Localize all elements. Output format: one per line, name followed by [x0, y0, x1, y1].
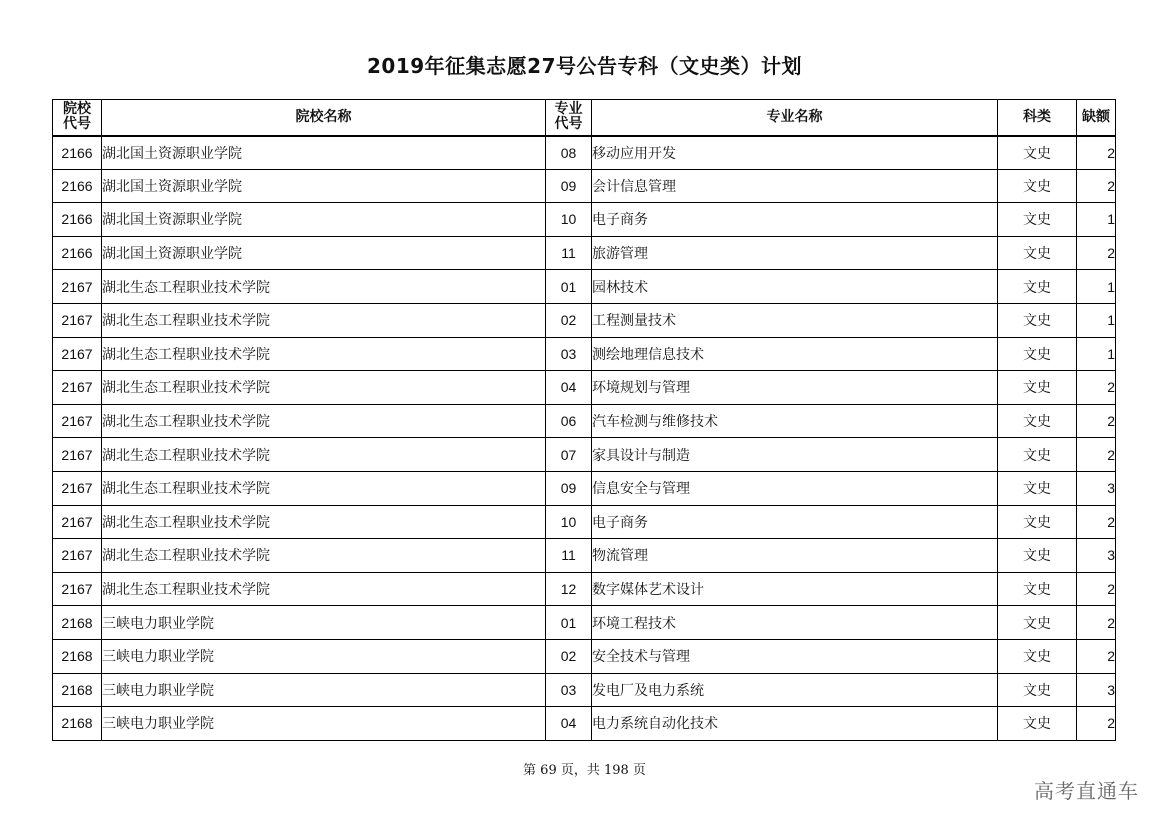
table-header-row — [53, 100, 1116, 136]
table-row — [53, 136, 1116, 170]
cell-quota: 2 — [1077, 606, 1116, 640]
cell-school-name: 湖北生态工程职业技术学院 — [102, 471, 546, 505]
cell-quota: 2 — [1077, 169, 1116, 203]
table-row — [53, 169, 1116, 203]
header-major-code: 专业 代号 — [546, 100, 592, 136]
cell-school-code: 2167 — [53, 270, 102, 304]
cell-major-name: 旅游管理 — [592, 236, 998, 270]
cell-major-code: 04 — [546, 707, 592, 741]
cell-school-code: 2166 — [53, 169, 102, 203]
cell-major-name: 工程测量技术 — [592, 303, 998, 337]
cell-major-code: 12 — [546, 572, 592, 606]
cell-category: 文史 — [998, 471, 1077, 505]
cell-major-name: 电子商务 — [592, 505, 998, 539]
table-row — [53, 337, 1116, 371]
cell-school-code: 2167 — [53, 438, 102, 472]
cell-category: 文史 — [998, 169, 1077, 203]
cell-quota: 1 — [1077, 203, 1116, 237]
header-quota: 缺额 — [1077, 100, 1116, 136]
cell-school-name: 湖北国土资源职业学院 — [102, 236, 546, 270]
cell-school-code: 2167 — [53, 337, 102, 371]
cell-school-name: 湖北国土资源职业学院 — [102, 136, 546, 170]
cell-school-name: 三峡电力职业学院 — [102, 639, 546, 673]
page-footer: 第 69 页，共 198 页 — [523, 763, 646, 778]
cell-school-name: 湖北国土资源职业学院 — [102, 203, 546, 237]
table-row — [53, 639, 1116, 673]
table-row — [53, 404, 1116, 438]
cell-school-name: 三峡电力职业学院 — [102, 606, 546, 640]
cell-quota: 2 — [1077, 639, 1116, 673]
cell-major-code: 01 — [546, 606, 592, 640]
table-row — [53, 539, 1116, 573]
cell-quota: 2 — [1077, 236, 1116, 270]
cell-category: 文史 — [998, 606, 1077, 640]
cell-major-name: 移动应用开发 — [592, 136, 998, 170]
cell-school-name: 湖北生态工程职业技术学院 — [102, 337, 546, 371]
cell-quota: 2 — [1077, 438, 1116, 472]
watermark: 高考直通车 — [1034, 779, 1139, 803]
cell-school-code: 2166 — [53, 136, 102, 170]
cell-major-name: 会计信息管理 — [592, 169, 998, 203]
cell-category: 文史 — [998, 236, 1077, 270]
page-title: 2019年征集志愿27号公告专科（文史类）计划 — [367, 54, 802, 78]
cell-school-code: 2166 — [53, 236, 102, 270]
cell-major-code: 10 — [546, 505, 592, 539]
cell-category: 文史 — [998, 639, 1077, 673]
cell-quota: 1 — [1077, 303, 1116, 337]
cell-major-code: 11 — [546, 539, 592, 573]
cell-major-code: 02 — [546, 639, 592, 673]
header-school-code: 院校 代号 — [53, 100, 102, 136]
cell-school-name: 湖北生态工程职业技术学院 — [102, 505, 546, 539]
cell-school-code: 2167 — [53, 471, 102, 505]
cell-school-name: 湖北生态工程职业技术学院 — [102, 438, 546, 472]
cell-major-code: 02 — [546, 303, 592, 337]
cell-major-name: 汽车检测与维修技术 — [592, 404, 998, 438]
cell-school-code: 2167 — [53, 572, 102, 606]
cell-major-code: 09 — [546, 169, 592, 203]
cell-school-name: 湖北生态工程职业技术学院 — [102, 572, 546, 606]
cell-major-code: 08 — [546, 136, 592, 170]
cell-school-name: 湖北国土资源职业学院 — [102, 169, 546, 203]
cell-major-code: 06 — [546, 404, 592, 438]
table-row — [53, 270, 1116, 304]
header-major-name: 专业名称 — [592, 100, 998, 136]
cell-quota: 1 — [1077, 270, 1116, 304]
cell-category: 文史 — [998, 303, 1077, 337]
cell-school-code: 2167 — [53, 505, 102, 539]
cell-quota: 2 — [1077, 371, 1116, 405]
cell-major-name: 电子商务 — [592, 203, 998, 237]
cell-category: 文史 — [998, 505, 1077, 539]
cell-quota: 1 — [1077, 337, 1116, 371]
cell-category: 文史 — [998, 539, 1077, 573]
plan-table — [52, 99, 1116, 741]
cell-school-code: 2167 — [53, 539, 102, 573]
cell-quota: 3 — [1077, 471, 1116, 505]
cell-category: 文史 — [998, 371, 1077, 405]
cell-major-code: 03 — [546, 673, 592, 707]
cell-quota: 2 — [1077, 572, 1116, 606]
table-row — [53, 203, 1116, 237]
cell-major-name: 环境规划与管理 — [592, 371, 998, 405]
cell-category: 文史 — [998, 203, 1077, 237]
cell-category: 文史 — [998, 438, 1077, 472]
cell-school-code: 2167 — [53, 371, 102, 405]
cell-major-code: 03 — [546, 337, 592, 371]
cell-major-name: 安全技术与管理 — [592, 639, 998, 673]
cell-school-name: 湖北生态工程职业技术学院 — [102, 539, 546, 573]
cell-major-code: 09 — [546, 471, 592, 505]
cell-school-code: 2166 — [53, 203, 102, 237]
cell-category: 文史 — [998, 337, 1077, 371]
cell-category: 文史 — [998, 136, 1077, 170]
table-row — [53, 572, 1116, 606]
cell-school-name: 三峡电力职业学院 — [102, 673, 546, 707]
cell-school-code: 2168 — [53, 639, 102, 673]
table-row — [53, 606, 1116, 640]
cell-major-name: 发电厂及电力系统 — [592, 673, 998, 707]
cell-school-code: 2167 — [53, 404, 102, 438]
table-row — [53, 707, 1116, 741]
cell-major-name: 物流管理 — [592, 539, 998, 573]
cell-school-name: 三峡电力职业学院 — [102, 707, 546, 741]
table-row — [53, 673, 1116, 707]
cell-major-name: 数字媒体艺术设计 — [592, 572, 998, 606]
cell-school-code: 2168 — [53, 707, 102, 741]
cell-quota: 3 — [1077, 539, 1116, 573]
cell-major-code: 04 — [546, 371, 592, 405]
cell-major-code: 10 — [546, 203, 592, 237]
cell-major-code: 01 — [546, 270, 592, 304]
cell-quota: 3 — [1077, 673, 1116, 707]
cell-school-code: 2168 — [53, 673, 102, 707]
header-school-name: 院校名称 — [102, 100, 546, 136]
cell-category: 文史 — [998, 707, 1077, 741]
cell-major-code: 11 — [546, 236, 592, 270]
table-row — [53, 471, 1116, 505]
cell-major-name: 环境工程技术 — [592, 606, 998, 640]
table-row — [53, 371, 1116, 405]
cell-major-name: 家具设计与制造 — [592, 438, 998, 472]
cell-quota: 2 — [1077, 136, 1116, 170]
cell-major-code: 07 — [546, 438, 592, 472]
cell-school-name: 湖北生态工程职业技术学院 — [102, 270, 546, 304]
cell-school-code: 2167 — [53, 303, 102, 337]
cell-category: 文史 — [998, 572, 1077, 606]
cell-school-name: 湖北生态工程职业技术学院 — [102, 371, 546, 405]
cell-category: 文史 — [998, 404, 1077, 438]
cell-major-name: 电力系统自动化技术 — [592, 707, 998, 741]
cell-quota: 2 — [1077, 707, 1116, 741]
cell-major-name: 信息安全与管理 — [592, 471, 998, 505]
table-row — [53, 438, 1116, 472]
header-category: 科类 — [998, 100, 1077, 136]
cell-school-name: 湖北生态工程职业技术学院 — [102, 404, 546, 438]
table-row — [53, 505, 1116, 539]
cell-category: 文史 — [998, 673, 1077, 707]
cell-school-code: 2168 — [53, 606, 102, 640]
table-row — [53, 303, 1116, 337]
cell-school-name: 湖北生态工程职业技术学院 — [102, 303, 546, 337]
cell-quota: 2 — [1077, 505, 1116, 539]
cell-major-name: 园林技术 — [592, 270, 998, 304]
table-row — [53, 236, 1116, 270]
cell-category: 文史 — [998, 270, 1077, 304]
cell-quota: 2 — [1077, 404, 1116, 438]
cell-major-name: 测绘地理信息技术 — [592, 337, 998, 371]
